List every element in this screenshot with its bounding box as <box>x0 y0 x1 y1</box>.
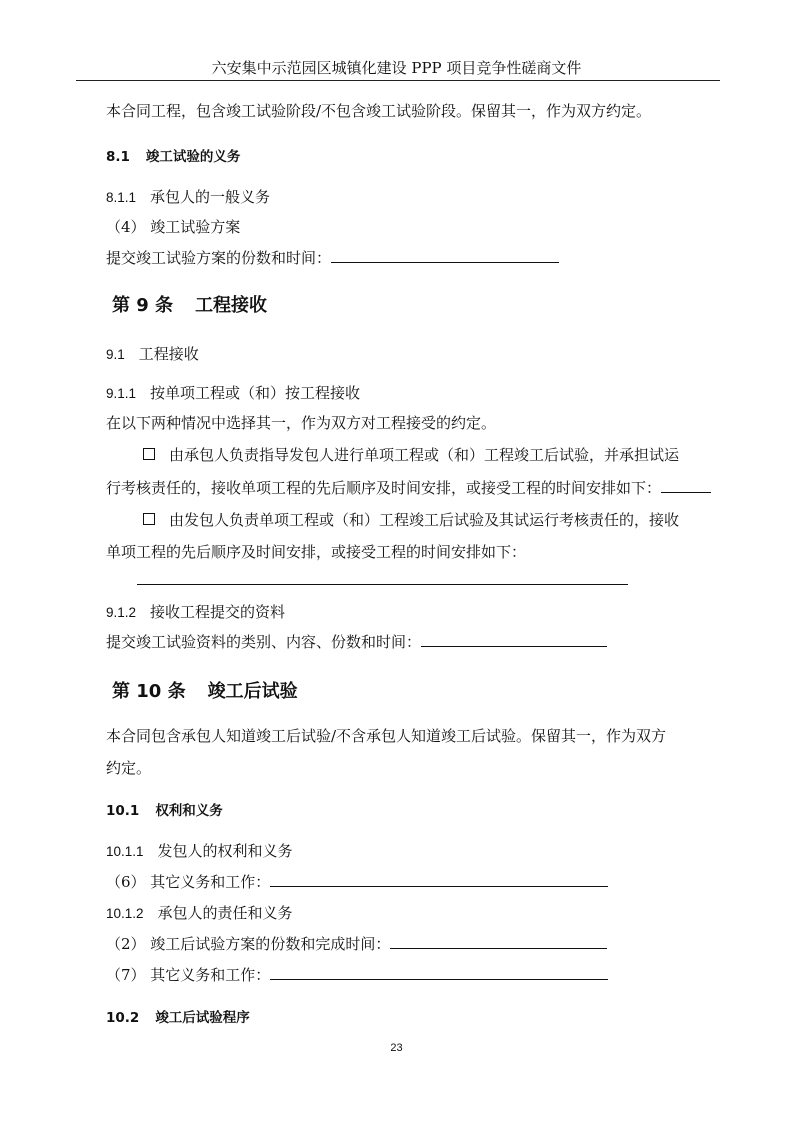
item-7-label: （7） 其它义务和工作： <box>106 966 271 984</box>
item-6-blank[interactable] <box>270 871 608 887</box>
section-number: 10.1.1 <box>106 844 144 859</box>
section-title: 承包人的一般义务 <box>150 188 271 206</box>
item-2-label: （2） 竣工后试验方案的份数和完成时间： <box>106 935 391 953</box>
article-number: 第 9 条 <box>112 295 174 316</box>
section-number: 8.1.1 <box>106 190 137 205</box>
option-1-blank[interactable] <box>661 477 711 493</box>
option-2-blank-line[interactable] <box>137 584 628 585</box>
item-2-line <box>106 933 607 954</box>
section-number: 9.1.1 <box>106 386 137 401</box>
article-10-paragraph-line-2: 约定。 <box>106 759 152 777</box>
option-1-text: 由承包人负责指导发包人进行单项工程或（和）工程竣工后试验，并承担试运 <box>169 446 680 464</box>
section-title: 竣工试验的义务 <box>145 149 241 165</box>
choose-paragraph: 在以下两种情况中选择其一，作为双方对工程接受的约定。 <box>106 414 497 432</box>
intro-paragraph: 本合同工程，包含竣工试验阶段/不包含竣工试验阶段。保留其一，作为双方约定。 <box>106 102 652 120</box>
section-number: 10.2 <box>106 1010 140 1026</box>
article-title: 工程接收 <box>195 295 268 316</box>
article-10-paragraph-line-1: 本合同包含承包人知道竣工后试验/不含承包人知道竣工后试验。保留其一，作为双方 <box>106 727 667 745</box>
section-number: 10.1.2 <box>106 906 144 921</box>
submit-plan-label: 提交竣工试验方案的份数和时间： <box>106 249 332 267</box>
option-1-line-2 <box>106 477 711 498</box>
page-number: 23 <box>390 1042 403 1054</box>
section-8-1-1-heading <box>106 186 270 207</box>
section-10-2-heading <box>106 1006 250 1026</box>
section-10-1-heading <box>106 799 223 819</box>
submit-docs-blank[interactable] <box>421 631 607 647</box>
submit-docs-label: 提交竣工试验资料的类别、内容、份数和时间： <box>106 633 422 651</box>
section-9-1-heading <box>106 343 199 364</box>
section-title: 竣工后试验程序 <box>155 1010 250 1026</box>
checkbox-option-1[interactable] <box>143 448 155 460</box>
article-title: 竣工后试验 <box>207 681 298 702</box>
article-9-heading <box>112 291 267 317</box>
section-9-1-1-heading <box>106 382 360 403</box>
section-title: 工程接收 <box>138 345 199 363</box>
submit-plan-line <box>106 247 559 268</box>
submit-docs-line <box>106 631 607 652</box>
header-divider <box>76 80 720 81</box>
item-7-line <box>106 964 608 985</box>
item-6-label: （6） 其它义务和工作： <box>106 873 271 891</box>
section-number: 8.1 <box>106 149 130 165</box>
article-10-heading <box>112 677 298 703</box>
section-10-1-1-heading <box>106 840 293 861</box>
item-2-blank[interactable] <box>390 933 607 949</box>
submit-plan-blank[interactable] <box>331 247 559 263</box>
item-6-line <box>106 871 608 892</box>
section-title: 承包人的责任和义务 <box>157 904 293 922</box>
checkbox-option-2[interactable] <box>143 513 155 525</box>
section-number: 9.1 <box>106 347 125 362</box>
item-4: （4） 竣工试验方案 <box>106 218 241 236</box>
option-2-line-2: 单项工程的先后顺序及时间安排，或接受工程的时间安排如下： <box>106 543 527 561</box>
option-1-line-1 <box>143 444 679 465</box>
section-title: 发包人的权利和义务 <box>157 842 293 860</box>
section-number: 10.1 <box>106 803 140 819</box>
option-2-text: 由发包人负责单项工程或（和）工程竣工后试验及其试运行考核责任的，接收 <box>169 511 680 529</box>
section-title: 权利和义务 <box>155 803 223 819</box>
item-7-blank[interactable] <box>270 964 608 980</box>
document-header-title: 六安集中示范园区城镇化建设 PPP 项目竞争性磋商文件 <box>211 59 582 77</box>
section-title: 接收工程提交的资料 <box>150 603 286 621</box>
section-9-1-2-heading <box>106 601 285 622</box>
option-1-text-cont: 行考核责任的，接收单项工程的先后顺序及时间安排，或接受工程的时间安排如下： <box>106 479 662 497</box>
section-number: 9.1.2 <box>106 605 137 620</box>
option-2-line-1 <box>143 509 679 530</box>
section-8-1-heading <box>106 145 240 165</box>
article-number: 第 10 条 <box>112 681 186 702</box>
section-title: 按单项工程或（和）按工程接收 <box>150 384 361 402</box>
section-10-1-2-heading <box>106 902 293 923</box>
